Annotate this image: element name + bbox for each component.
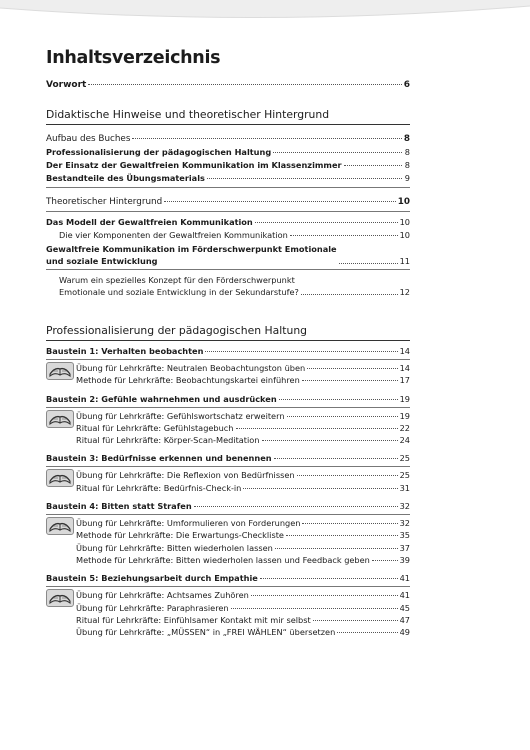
divider: [46, 407, 410, 408]
toc-entry-warum-konzept[interactable]: Warum ein spezielles Konzept für den Förderschwerpunkt Emotionale und soziale Entwicklung in der Sekundarstufe? 12: [59, 275, 410, 297]
toc-entry-uebung[interactable]: Übung für Lehrkräfte: Bitten wiederholen lassen 37: [76, 542, 410, 553]
baustein-4: [46, 500, 410, 566]
divider: [46, 359, 410, 360]
toc-entry-uebung[interactable]: Übung für Lehrkräfte: Neutralen Beobachtungston üben 14: [76, 363, 410, 373]
baustein-1: [46, 345, 410, 387]
toc-entry-professionalisierung[interactable]: Professionalisierung der pädagogischen Haltung 8: [46, 147, 410, 157]
toc-entry-uebung[interactable]: Übung für Lehrkräfte: Achtsames Zuhören 41: [76, 590, 410, 601]
divider: [46, 514, 410, 515]
table-of-contents: [46, 48, 410, 644]
open-book-icon: [46, 517, 74, 535]
toc-entry-uebung[interactable]: Ritual für Lehrkräfte: Bedürfnis-Check-in 31: [76, 482, 410, 493]
toc-entry-bestandteile[interactable]: Bestandteile des Übungsmaterials 9: [46, 173, 410, 183]
toc-entry-baustein[interactable]: Baustein 1: Verhalten beobachten 14: [46, 346, 410, 356]
toc-entry-gfk-foerderschwerpunkt[interactable]: Gewaltfreie Kommunikation im Förderschwerpunkt Emotionale und soziale Entwicklung 11: [46, 244, 410, 266]
toc-entry-modell[interactable]: Das Modell der Gewaltfreien Kommunikation 10: [46, 217, 410, 227]
baustein-2: [46, 393, 410, 447]
section-title-haltung: Professionalisierung der pädagogischen Haltung: [46, 324, 410, 341]
toc-entry-uebung[interactable]: Methode für Lehrkräfte: Die Erwartungs-Checkliste 35: [76, 530, 410, 541]
toc-entry-uebung[interactable]: Übung für Lehrkräfte: Die Reflexion von Bedürfnissen 25: [76, 470, 410, 481]
toc-entry-vorwort[interactable]: Vorwort 6: [46, 80, 410, 90]
divider: [46, 269, 410, 270]
toc-entry-uebung[interactable]: Übung für Lehrkräfte: Umformulieren von Forderungen 32: [76, 518, 410, 529]
page-title: Inhaltsverzeichnis: [46, 48, 221, 68]
toc-entry-baustein[interactable]: Baustein 3: Bedürfnisse erkennen und benennen 25: [46, 453, 410, 464]
toc-entry-uebung[interactable]: Übung für Lehrkräfte: „MÜSSEN“ in „FREI WÄHLEN“ übersetzen 49: [76, 627, 410, 638]
toc-entry-einsatz[interactable]: Der Einsatz der Gewaltfreien Kommunikation im Klassenzimmer 8: [46, 160, 410, 170]
open-book-icon: [46, 410, 74, 428]
open-book-icon: [46, 469, 74, 487]
divider: [46, 187, 410, 188]
baustein-3: [46, 452, 410, 494]
toc-entry-baustein[interactable]: Baustein 4: Bitten statt Strafen 32: [46, 501, 410, 512]
toc-entry-komponenten[interactable]: Die vier Komponenten der Gewaltfreien Kommunikation 10: [59, 230, 410, 240]
toc-entry-aufbau[interactable]: Aufbau des Buches 8: [46, 134, 410, 144]
toc-entry-uebung[interactable]: Ritual für Lehrkräfte: Gefühlstagebuch 22: [76, 422, 410, 433]
baustein-5: [46, 572, 410, 638]
toc-entry-baustein[interactable]: Baustein 5: Beziehungsarbeit durch Empathie 41: [46, 573, 410, 584]
toc-entry-uebung[interactable]: Methode für Lehrkräfte: Beobachtungskartei einführen 17: [76, 375, 410, 386]
toc-entry-uebung[interactable]: Ritual für Lehrkräfte: Einfühlsamer Kontakt mit mir selbst 47: [76, 614, 410, 625]
divider: [46, 211, 410, 212]
open-book-icon: [46, 362, 74, 380]
toc-entry-uebung[interactable]: Übung für Lehrkräfte: Paraphrasieren 45: [76, 602, 410, 613]
toc-entry-uebung[interactable]: Ritual für Lehrkräfte: Körper-Scan-Meditation 24: [76, 435, 410, 446]
toc-entry-baustein[interactable]: Baustein 2: Gefühle wahrnehmen und ausdrücken 19: [46, 393, 410, 404]
header-decoration: [0, 0, 530, 30]
divider: [46, 466, 410, 467]
toc-entry-theorie[interactable]: Theoretischer Hintergrund 10: [46, 197, 410, 207]
divider: [46, 586, 410, 587]
section-title-didactic: Didaktische Hinweise und theoretischer Hintergrund: [46, 108, 410, 125]
open-book-icon: [46, 589, 74, 607]
toc-entry-uebung[interactable]: Übung für Lehrkräfte: Gefühlswortschatz erweitern 19: [76, 410, 410, 421]
toc-entry-uebung[interactable]: Methode für Lehrkräfte: Bitten wiederholen lassen und Feedback geben 39: [76, 554, 410, 565]
